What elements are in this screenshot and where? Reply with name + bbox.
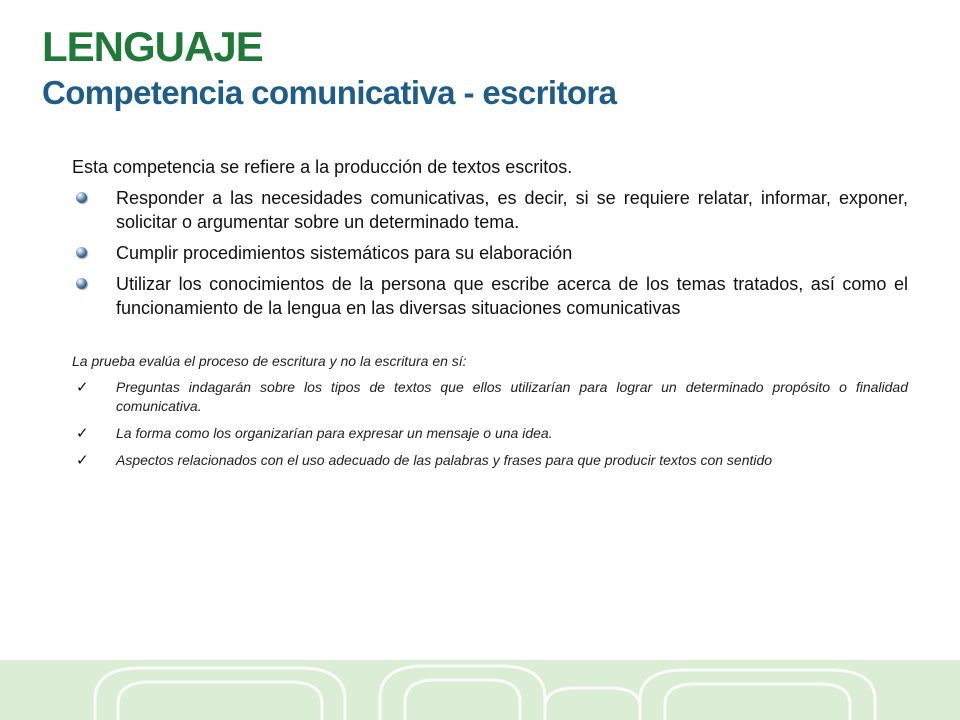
title-main: LENGUAJE: [42, 23, 263, 70]
bullet-text: Cumplir procedimientos sistemáticos para su elaboración: [116, 243, 573, 263]
checkmark-icon: ✓: [76, 379, 89, 396]
bullet-item: [72, 272, 908, 320]
bullet-text: Utilizar los conocimientos de la persona que escribe acerca de los temas tratados, así como el funcionamiento de la lengua en las diversas situaciones comunicativas: [116, 274, 908, 318]
slide-content: [72, 155, 908, 478]
note-section: [72, 352, 908, 470]
blue-sphere-bullet-icon: [76, 192, 87, 203]
check-item: [72, 378, 908, 416]
bullet-text: Responder a las necesidades comunicativas, es decir, si se requiere relatar, informar, exponer, solicitar o argumentar sobre un determinado tema.: [116, 188, 908, 232]
intro-text: Esta competencia se refiere a la producción de textos escritos.: [72, 157, 573, 177]
checkmark-icon: ✓: [76, 425, 89, 442]
check-item: [72, 451, 908, 470]
note-intro: La prueba evalúa el proceso de escritura y no la escritura en sí:: [72, 353, 467, 369]
footer-decoration: [0, 660, 960, 720]
title-subtitle: Competencia comunicativa - escritora: [42, 74, 617, 111]
bullet-item: [72, 186, 908, 234]
check-text: Aspectos relacionados con el uso adecuado de las palabras y frases para que producir textos con sentido: [116, 452, 773, 468]
bullet-list: [72, 186, 908, 320]
slide-title: [42, 23, 617, 111]
blue-sphere-bullet-icon: [76, 247, 87, 258]
check-item: [72, 424, 908, 443]
bullet-item: [72, 241, 908, 265]
check-text: Preguntas indagarán sobre los tipos de textos que ellos utilizarían para lograr un determinado propósito o finalidad comunicativa.: [116, 379, 908, 414]
check-text: La forma como los organizarían para expresar un mensaje o una idea.: [116, 425, 553, 441]
check-list: [72, 378, 908, 470]
blue-sphere-bullet-icon: [76, 278, 87, 289]
checkmark-icon: ✓: [76, 452, 89, 469]
